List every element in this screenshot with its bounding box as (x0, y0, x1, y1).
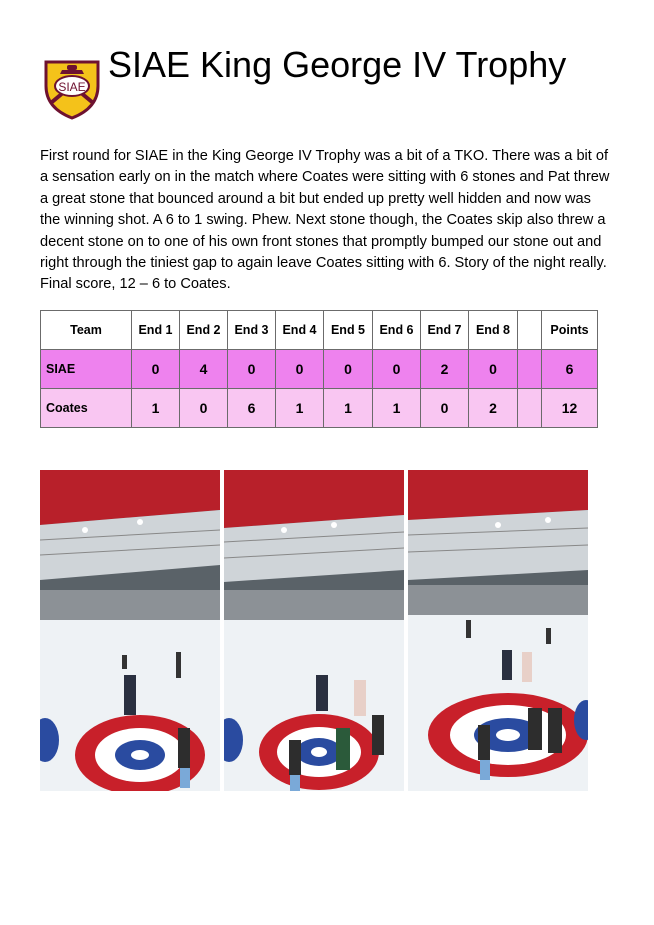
end-score: 4 (180, 350, 228, 389)
header-points: Points (542, 311, 598, 350)
end-score: 2 (421, 350, 469, 389)
scoreboard-table (40, 310, 598, 428)
end-score: 0 (228, 350, 276, 389)
end-score: 6 (228, 389, 276, 428)
end-score-blank (518, 350, 542, 389)
scoreboard-header-row (41, 311, 598, 350)
end-score: 0 (421, 389, 469, 428)
curling-rink-photo-1 (40, 470, 220, 791)
end-score: 0 (324, 350, 373, 389)
header-blank (518, 311, 542, 350)
scoreboard-row-coates (41, 389, 598, 428)
end-score: 1 (132, 389, 180, 428)
page-title: SIAE King George IV Trophy (108, 44, 567, 85)
end-score: 2 (469, 389, 518, 428)
end-score-blank (518, 389, 542, 428)
end-score: 0 (132, 350, 180, 389)
header-end-4: End 4 (276, 311, 324, 350)
curling-rink-photo-3 (408, 470, 588, 791)
end-score: 1 (276, 389, 324, 428)
end-score: 1 (373, 389, 421, 428)
end-score: 0 (276, 350, 324, 389)
end-score: 0 (180, 389, 228, 428)
total-points: 12 (542, 389, 598, 428)
article-paragraph: First round for SIAE in the King George IV Trophy was a bit of a TKO. There was a bit of a sensation early on in the match where Coates were sitting with 6 stones and Pat threw a great stone that bounced around a bit but ended up pretty well hidden and now was the winning shot. A 6 to 1 swing. Phew. Next stone though, the Coates skip also threw a decent stone on to one of his own front stones that promptly bumped our stone out and right through the tiniest gap to again leave Coates sitting with 6. Story of the night really. Final score, 12 – 6 to Coates. (40, 148, 610, 293)
team-name: SIAE (41, 350, 132, 389)
header-end-3: End 3 (228, 311, 276, 350)
header-team: Team (41, 311, 132, 350)
end-score: 1 (324, 389, 373, 428)
header-end-7: End 7 (421, 311, 469, 350)
header-end-6: End 6 (373, 311, 421, 350)
svg-text:SIAE: SIAE (58, 80, 86, 94)
total-points: 6 (542, 350, 598, 389)
scoreboard-row-siae (41, 350, 598, 389)
header-end-1: End 1 (132, 311, 180, 350)
header-end-5: End 5 (324, 311, 373, 350)
header-end-8: End 8 (469, 311, 518, 350)
end-score: 0 (373, 350, 421, 389)
header-end-2: End 2 (180, 311, 228, 350)
curling-rink-photo-2 (224, 470, 404, 791)
team-name: Coates (41, 389, 132, 428)
siae-logo (40, 52, 104, 120)
end-score: 0 (469, 350, 518, 389)
